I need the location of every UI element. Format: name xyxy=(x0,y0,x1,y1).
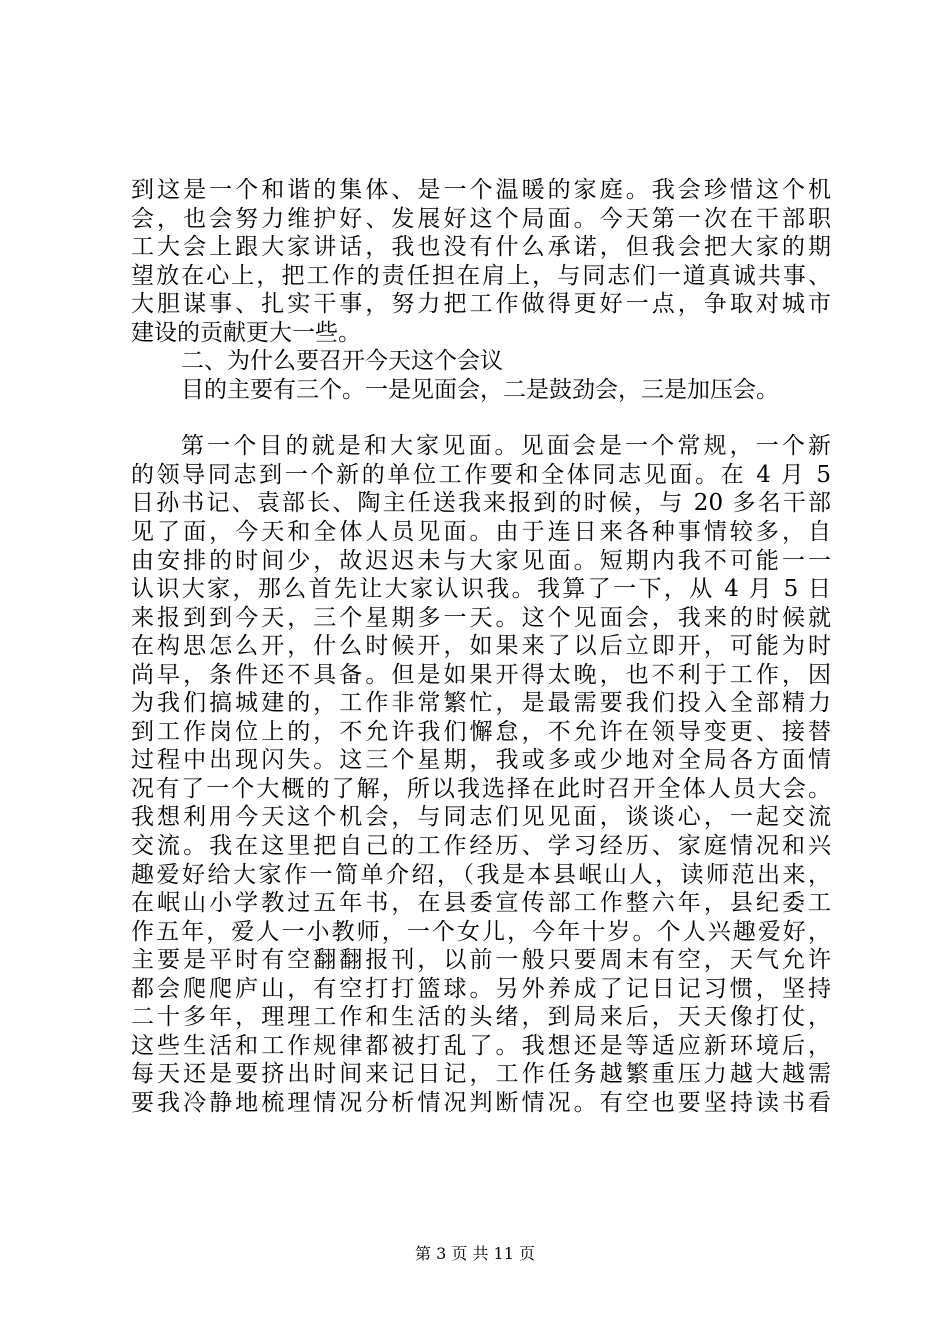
text-line: 建设的贡献更大一些。 xyxy=(131,319,361,346)
text-line: 过程中出现闪失。这三个星期，我或多或少地对全局各方面情 xyxy=(131,747,831,774)
text-line: 尚早，条件还不具备。但是如果开得太晚，也不利于工作，因 xyxy=(131,661,831,688)
text-line: 工大会上跟大家讲话，我也没有什么承诺，但我会把大家的期 xyxy=(131,234,831,261)
text-line: 交流。我在这里把自己的工作经历、学习经历、家庭情况和兴 xyxy=(131,833,831,860)
text-line: 在构思怎么开，什么时候开，如果来了以后立即开，可能为时 xyxy=(131,633,831,660)
text-line: 由安排的时间少，故迟迟未与大家见面。短期内我不可能一一 xyxy=(131,547,831,574)
page-indicator: 第 3 页 共 11 页 xyxy=(415,1244,535,1263)
text-line: 到这是一个和谐的集体、是一个温暖的家庭。我会珍惜这个机 xyxy=(131,177,831,203)
text-line: 第一个目的就是和大家见面。见面会是一个常规，一个新 xyxy=(181,433,831,460)
purpose-line: 目的主要有三个。一是见面会，二是鼓劲会，三是加压会。 xyxy=(181,376,779,403)
text-line: 日孙书记、袁部长、陶主任送我来报到的时候，与 20 多名干部 xyxy=(131,490,831,517)
text-line: 要我冷静地梳理情况分析情况判断情况。有空也要坚持读书看 xyxy=(131,1089,831,1116)
text-line: 认识大家，那么首先让大家认识我。我算了一下，从 4 月 5 日 xyxy=(131,576,831,603)
text-line: 趣爱好给大家作一简单介绍，（我是本县岷山人，读师范出来， xyxy=(131,861,831,888)
text-line: 在岷山小学教过五年书，在县委宣传部工作整六年，县纪委工 xyxy=(131,890,831,917)
paragraph-gap xyxy=(131,404,831,432)
document-body xyxy=(131,176,831,1118)
text-line: 作五年，爱人一小教师，一个女儿，今年十岁。个人兴趣爱好， xyxy=(131,918,831,945)
text-line: 会，也会努力维护好、发展好这个局面。今天第一次在干部职 xyxy=(131,205,831,232)
section-heading: 二、为什么要召开今天这个会议 xyxy=(181,348,503,375)
text-line: 大胆谋事、扎实干事，努力把工作做得更好一点，争取对城市 xyxy=(131,291,831,318)
text-line: 我想利用今天这个机会，与同志们见见面，谈谈心，一起交流 xyxy=(131,804,831,831)
text-line: 的领导同志到一个新的单位工作要和全体同志见面。在 4 月 5 xyxy=(131,461,831,488)
text-line: 主要是平时有空翻翻报刊，以前一般只要周末有空，天气允许 xyxy=(131,947,831,974)
text-line: 都会爬爬庐山，有空打打篮球。另外养成了记日记习惯，坚持 xyxy=(131,975,831,1002)
paragraph-first-purpose xyxy=(131,432,831,1117)
paragraph-intro-end xyxy=(131,176,831,347)
text-line: 为我们搞城建的，工作非常繁忙，是最需要我们投入全部精力 xyxy=(131,690,831,717)
text-line: 到工作岗位上的，不允许我们懈怠，不允许在领导变更、接替 xyxy=(131,718,831,745)
text-line: 每天还是要挤出时间来记日记，工作任务越繁重压力越大越需 xyxy=(131,1061,831,1088)
text-line: 这些生活和工作规律都被打乱了。我想还是等适应新环境后， xyxy=(131,1032,831,1059)
page-footer xyxy=(0,1244,950,1264)
text-line: 望放在心上，把工作的责任担在肩上，与同志们一道真诚共事、 xyxy=(131,262,831,289)
text-line: 二十多年，理理工作和生活的头绪，到局来后，天天像打仗， xyxy=(131,1004,831,1031)
text-line: 况有了一个大概的了解，所以我选择在此时召开全体人员大会。 xyxy=(131,775,831,802)
text-line: 见了面，今天和全体人员见面。由于连日来各种事情较多，自 xyxy=(131,519,831,546)
text-line: 来报到到今天，三个星期多一天。这个见面会，我来的时候就 xyxy=(131,604,831,631)
